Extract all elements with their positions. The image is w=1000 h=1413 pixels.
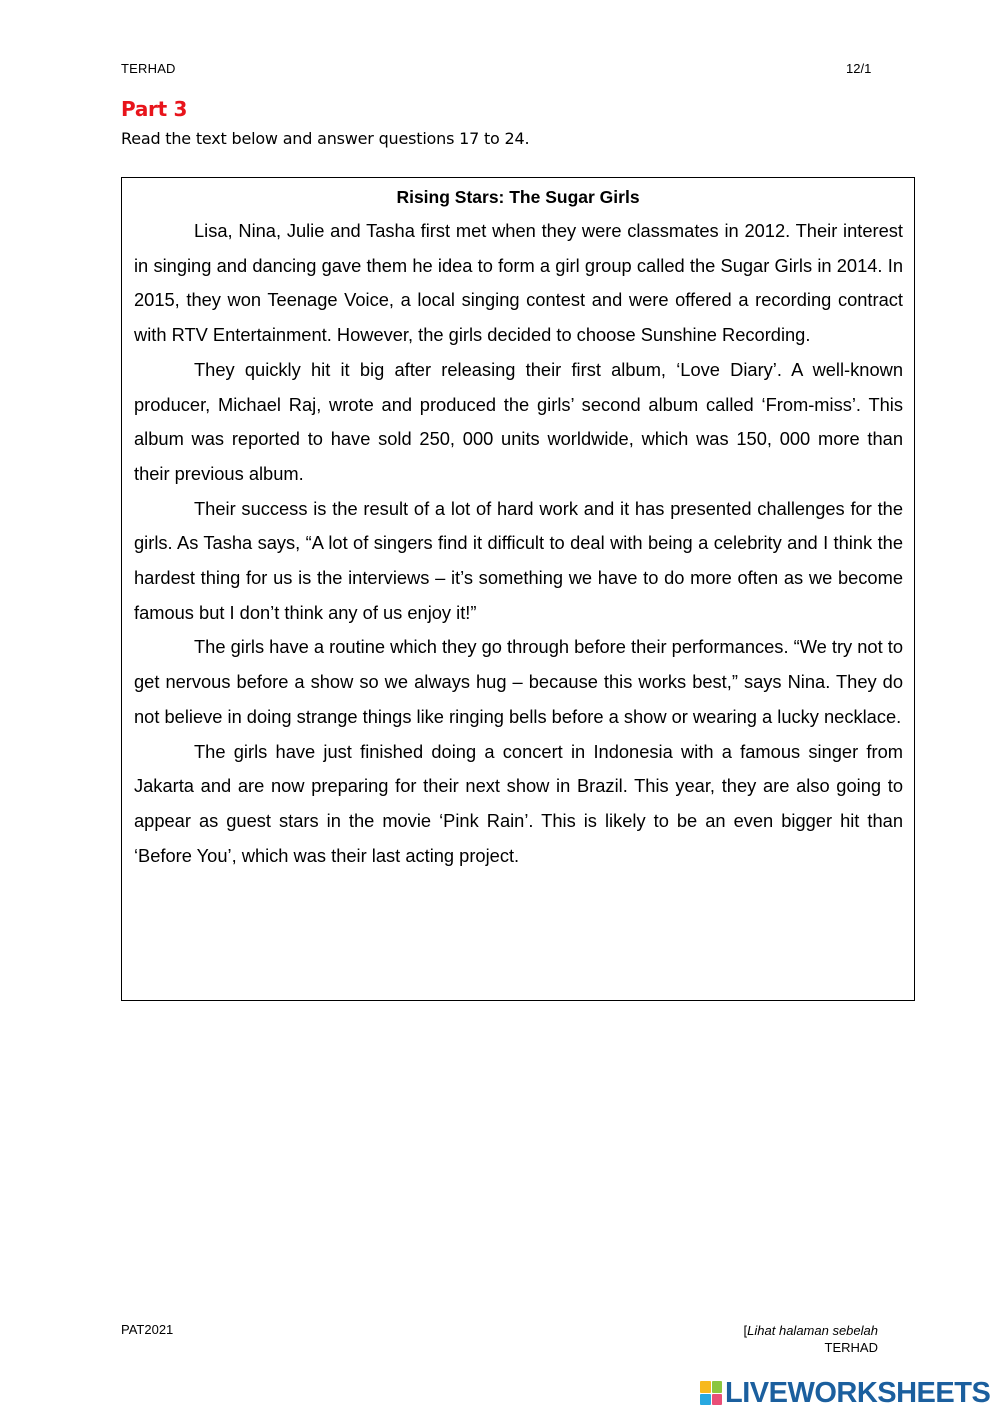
article-paragraph-5: The girls have just finished doing a concert in Indonesia with a famous singer from Jakarta and are now preparing for their next show in Brazil. This year, they are also going to appear as guest stars in the movie ‘Pink Rain’. This is likely to be an even bigger hit than ‘Before You’, which was their last acting project.: [134, 740, 903, 866]
header-classification: TERHAD: [121, 61, 176, 76]
part-title: Part 3: [121, 97, 188, 121]
liveworksheets-logo-icon: [700, 1381, 722, 1405]
footer-right: [744, 1322, 878, 1356]
footer-bracket: [: [743, 1323, 748, 1338]
liveworksheets-logo[interactable]: [700, 1378, 990, 1408]
footer-exam-code: PAT2021: [121, 1322, 174, 1337]
logo-square-4: [712, 1394, 723, 1406]
article-paragraph-3: Their success is the result of a lot of hard work and it has presented challenges for the girls. As Tasha says, “A lot of singers find it difficult to deal with being a celebrity and I think the hardest thing for us is the interviews – it’s something we have to do more often as we become famous but I don’t think any of us enjoy it!”: [134, 497, 903, 623]
liveworksheets-logo-text: LIVEWORKSHEETS: [725, 1376, 991, 1409]
logo-square-1: [700, 1381, 711, 1393]
footer-classification: TERHAD: [824, 1340, 878, 1355]
article-paragraph-4: The girls have a routine which they go through before their performances. “We try not to get nervous before a show so we always hug – because this works best,” says Nina. They do not believe in doing strange things like ringing bells before a show or wearing a lucky necklace.: [134, 636, 903, 727]
instruction-text: Read the text below and answer questions 17 to 24.: [121, 129, 530, 148]
logo-square-2: [712, 1381, 723, 1393]
logo-square-3: [700, 1394, 711, 1406]
header-paper-code: 12/1: [846, 61, 872, 76]
article-paragraph-2: They quickly hit it big after releasing their first album, ‘Love Diary’. A well-known producer, Michael Raj, wrote and produced the girls’ second album called ‘From-miss’. This album was reported to have sold 250, 000 units worldwide, which was 150, 000 more than their previous album.: [134, 358, 903, 484]
footer-next-page-text: Lihat halaman sebelah: [747, 1323, 878, 1338]
article-paragraph-1: Lisa, Nina, Julie and Tasha first met when they were classmates in 2012. Their interest in singing and dancing gave them he idea to form a girl group called the Sugar Girls in 2014. In 2015, they won Teenage Voice, a local singing contest and were offered a recording contract with RTV Entertainment. However, the girls decided to choose Sunshine Recording.: [134, 220, 903, 346]
footer-next-page: [744, 1322, 878, 1339]
reading-text-box: [121, 177, 915, 1001]
article-body: [134, 214, 903, 873]
article-title: Rising Stars: The Sugar Girls: [396, 187, 640, 207]
